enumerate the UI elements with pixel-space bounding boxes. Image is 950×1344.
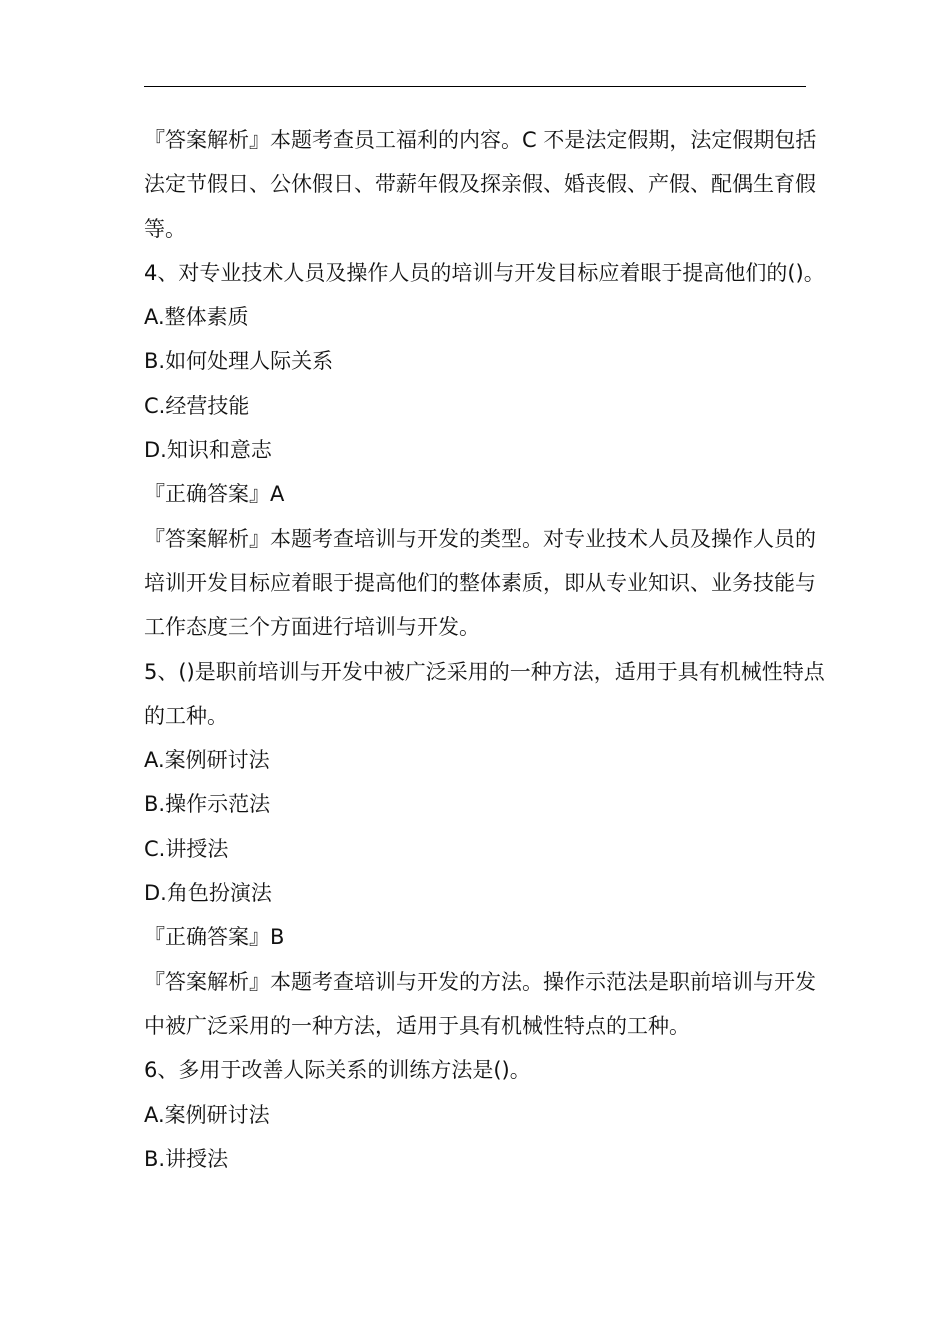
- question-5: 5、()是职前培训与开发中被广泛采用的一种方法，适用于具有机械性特点的工种。: [144, 659, 825, 728]
- q4-explanation: 『答案解析』本题考查培训与开发的类型。对专业技术人员及操作人员的培训开发目标应着眼于提高他们的整体素质，即从专业知识、业务技能与工作态度三个方面进行培训与开发。: [144, 526, 816, 640]
- question-4: 4、对专业技术人员及操作人员的培训与开发目标应着眼于提高他们的()。: [144, 260, 825, 285]
- q4-option-b: B.如何处理人际关系: [144, 349, 334, 374]
- explanation-paragraph: 『答案解析』本题考查员工福利的内容。C 不是法定假期，法定假期包括法定节假日、公休假日、带薪年假及探亲假、婚丧假、产假、配偶生育假等。: [144, 128, 817, 241]
- q5-option-c: C.讲授法: [144, 836, 229, 861]
- q4-option-c: C.经营技能: [144, 393, 250, 418]
- q5-option-a: A.案例研讨法: [144, 748, 270, 773]
- q4-option-a: A.整体素质: [144, 305, 249, 330]
- header-rule: [144, 86, 806, 87]
- document-body: [144, 118, 834, 1181]
- question-6: 6、多用于改善人际关系的训练方法是()。: [144, 1058, 531, 1083]
- q5-option-b: B.操作示范法: [144, 792, 271, 817]
- q5-option-d: D.角色扮演法: [144, 881, 272, 906]
- q4-correct-answer: 『正确答案』A: [144, 482, 285, 507]
- q6-option-b: B.讲授法: [144, 1146, 229, 1171]
- q4-option-d: D.知识和意志: [144, 438, 272, 463]
- q6-option-a: A.案例研讨法: [144, 1102, 270, 1127]
- q5-explanation: 『答案解析』本题考查培训与开发的方法。操作示范法是职前培训与开发中被广泛采用的一种方法，适用于具有机械性特点的工种。: [144, 969, 816, 1038]
- q5-correct-answer: 『正确答案』B: [144, 925, 285, 950]
